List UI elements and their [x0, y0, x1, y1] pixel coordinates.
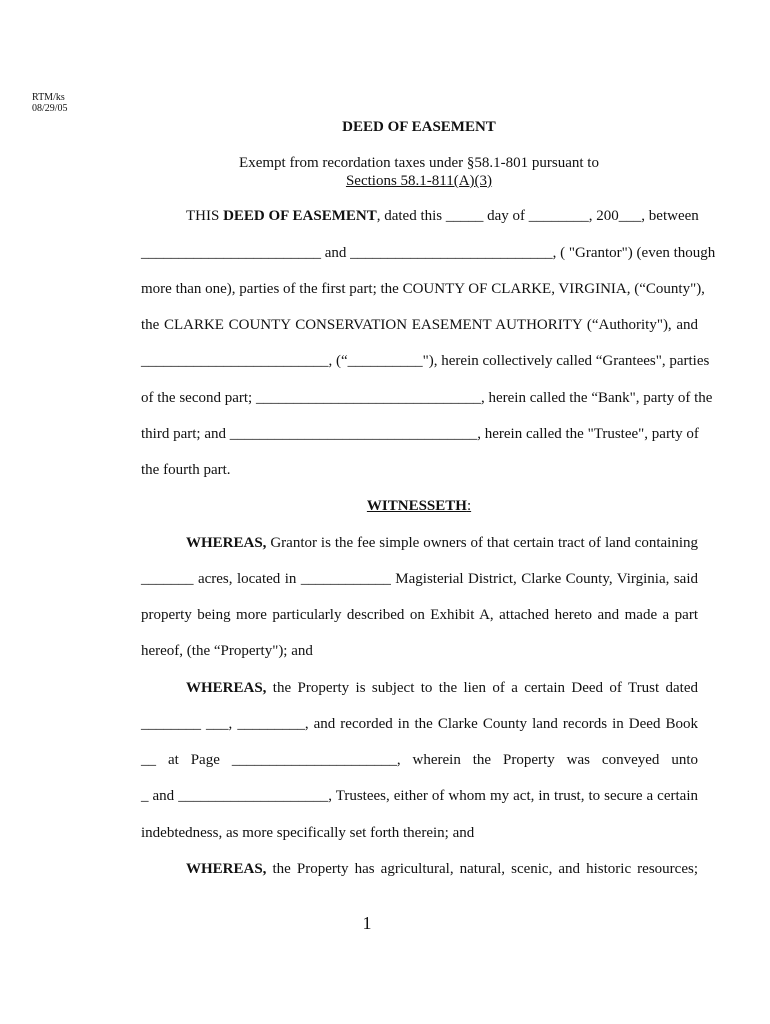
body-line: the fourth part.: [141, 462, 231, 478]
body-line: _ and ____________________, Trustees, either of whom my act, in trust, to secure a certain: [141, 788, 698, 804]
subtitle: [0, 154, 770, 190]
whereas-2-text: the Property is subject to the lien of a certain Deed of Trust dated: [266, 680, 698, 696]
body-line: property being more particularly described on Exhibit A, attached hereto and made a part: [141, 607, 698, 623]
page-number: 1: [362, 913, 372, 933]
whereas-2-first-line: [141, 680, 698, 697]
whereas-1-text: Grantor is the fee simple owners of that certain tract of land containing: [266, 535, 698, 551]
document-title: DEED OF EASEMENT: [342, 119, 496, 135]
body-line: ________________________ and ___________________________, ( "Grantor") (even though: [141, 245, 716, 261]
whereas-3-text: the Property has agricultural, natural, scenic, and historic resources;: [266, 861, 698, 877]
draft-date: 08/29/05: [32, 103, 68, 114]
body-line: third part; and _________________________________, herein called the "Trustee", party of: [141, 426, 699, 442]
opening-prefix: THIS: [186, 208, 224, 224]
witnesseth-text: WITNESSETH: [366, 498, 467, 514]
body-line: of the second part; ______________________________, herein called the “Bank", party of the: [141, 390, 713, 406]
subtitle-line-1: Exempt from recordation taxes under §58.1-801 pursuant to: [239, 155, 599, 171]
whereas-label: WHEREAS,: [186, 535, 267, 551]
body-line: _______ acres, located in ____________ Magisterial District, Clarke County, Virginia, said: [141, 571, 698, 587]
body-line: more than one), parties of the first part; the COUNTY OF CLARKE, VIRGINIA, (“County"),: [141, 281, 705, 297]
opening-bold: DEED OF EASEMENT: [223, 208, 377, 224]
whereas-3-first-line: [141, 861, 698, 878]
whereas-1-first-line: [141, 535, 698, 552]
body-line: indebtedness, as more specifically set forth therein; and: [141, 825, 475, 841]
body-line: ________ ___, _________, and recorded in the Clarke County land records in Deed Book: [141, 716, 698, 732]
header-meta: [32, 92, 68, 114]
subtitle-line-2: Sections 58.1-811(A)(3): [345, 173, 493, 189]
body-line: __ at Page ______________________, wherein the Property was conveyed unto: [141, 752, 698, 768]
body-line: hereof, (the “Property"); and: [141, 643, 313, 659]
body-line: _________________________, (“__________"), herein collectively called “Grantees", parties: [141, 353, 710, 369]
whereas-label: WHEREAS,: [186, 861, 267, 877]
opening-suffix: , dated this _____ day of ________, 200___, between: [376, 208, 699, 224]
body-line: the CLARKE COUNTY CONSERVATION EASEMENT AUTHORITY (“Authority"), and: [141, 317, 698, 333]
author-initials: RTM/ks: [32, 92, 65, 103]
opening-line: [141, 208, 698, 225]
whereas-label: WHEREAS,: [186, 680, 267, 696]
witnesseth-colon: :: [466, 498, 472, 514]
witnesseth-heading: [0, 498, 770, 515]
